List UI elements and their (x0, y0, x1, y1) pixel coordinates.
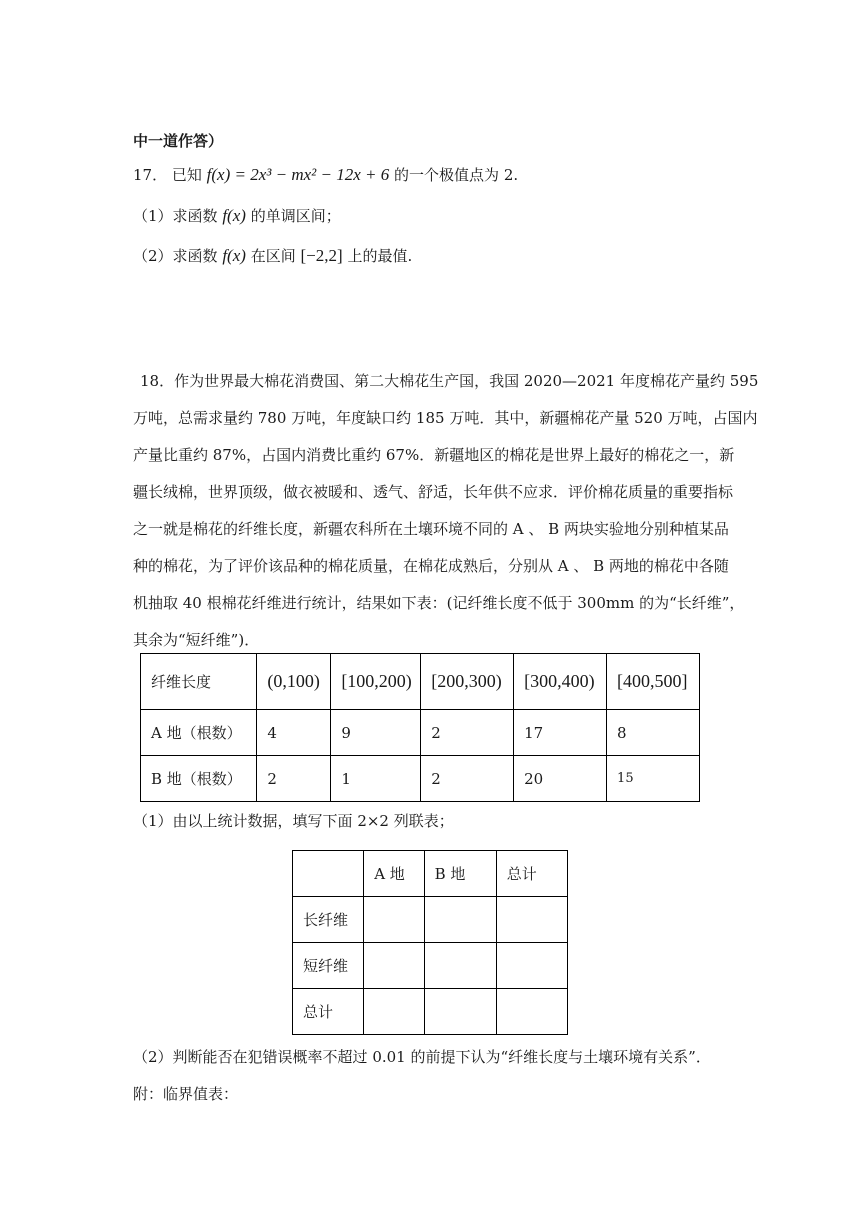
fiber-row-a-v2: 9 (331, 710, 421, 756)
fiber-table-header-row (141, 654, 700, 710)
q18-appendix: 附：临界值表： (133, 1085, 239, 1103)
fiber-row-b-v4: 20 (514, 756, 607, 802)
contingency-row-total-label: 总计 (293, 989, 364, 1035)
q17-part2-mid: 在区间 (250, 247, 296, 265)
contingency-cell (424, 897, 496, 943)
fiber-table-row-a (141, 710, 700, 756)
contingency-corner (293, 851, 364, 897)
q17-part1 (133, 205, 341, 226)
fiber-interval-2: [100,200) (331, 654, 421, 710)
contingency-cell (496, 943, 567, 989)
q18-line-7: 机抽取 40 根棉花纤维进行统计，结果如下表：(记纤维长度不低于 300mm 的为“长纤维”， (133, 594, 745, 612)
q18-line-3: 产量比重约 87%，占国内消费比重约 67%．新疆地区的棉花是世界上最好的棉花之一，新 (133, 446, 735, 464)
q17-part1-pre: （1）求函数 (133, 207, 218, 225)
fiber-interval-3: [200,300) (421, 654, 514, 710)
contingency-cell (424, 989, 496, 1035)
contingency-row-short (293, 943, 568, 989)
q17-stem (133, 164, 518, 185)
fiber-row-b-v5: 15 (607, 756, 700, 802)
contingency-row-short-label: 短纤维 (293, 943, 364, 989)
fiber-table-row-b (141, 756, 700, 802)
q17-part2-fx: f(x) (222, 246, 246, 265)
q17-part2-pre: （2）求函数 (133, 247, 218, 265)
q18-line-1: 18．作为世界最大棉花消费国、第二大棉花生产国，我国 2020—2021 年度棉花产量约 595 (140, 372, 759, 390)
contingency-cell (496, 897, 567, 943)
q18-line-8: 其余为“短纤维”)． (133, 631, 260, 649)
contingency-header-total: 总计 (496, 851, 567, 897)
q17-part1-fx: f(x) (222, 206, 246, 225)
contingency-cell (424, 943, 496, 989)
fiber-row-a-v3: 2 (421, 710, 514, 756)
fiber-row-b-v2: 1 (331, 756, 421, 802)
q17-part2-post: 上的最值. (347, 247, 413, 265)
q18-line-5: 之一就是棉花的纤维长度，新疆农科所在土壤环境不同的 A 、 B 两块实验地分别种植某品 (133, 520, 729, 538)
fiber-row-a-v5: 8 (607, 710, 700, 756)
q18-line-4: 疆长绒棉，世界顶级，做衣被暖和、透气、舒适，长年供不应求．评价棉花质量的重要指标 (133, 483, 734, 501)
fiber-interval-4: [300,400) (514, 654, 607, 710)
fiber-table-header-label: 纤维长度 (141, 654, 257, 710)
fiber-row-b-v1: 2 (257, 756, 331, 802)
contingency-cell (364, 989, 424, 1035)
contingency-cell (496, 989, 567, 1035)
fiber-row-a-v4: 17 (514, 710, 607, 756)
fiber-interval-5: [400,500] (607, 654, 700, 710)
q17-intro-pre: 已知 (171, 166, 202, 184)
q18-part2: （2）判断能否在犯错误概率不超过 0.01 的前提下认为“纤维长度与土壤环境有关系”． (133, 1048, 711, 1066)
q17-intro-post: 的一个极值点为 2. (394, 166, 519, 184)
fiber-interval-1: (0,100) (257, 654, 331, 710)
contingency-row-long (293, 897, 568, 943)
q17-formula: f(x) = 2x³ − mx² − 12x + 6 (206, 165, 390, 184)
fiber-row-b-v3: 2 (421, 756, 514, 802)
q18-line-6: 种的棉花，为了评价该品种的棉花质量，在棉花成熟后，分别从 A 、 B 两地的棉花中各随 (133, 557, 729, 575)
header-fragment: 中一道作答） (133, 132, 224, 150)
contingency-row-total (293, 989, 568, 1035)
contingency-cell (364, 897, 424, 943)
contingency-header-b: B 地 (424, 851, 496, 897)
fiber-row-b-label: B 地（根数） (141, 756, 257, 802)
contingency-row-long-label: 长纤维 (293, 897, 364, 943)
q17-number: 17． (133, 166, 168, 184)
q18-part1: （1）由以上统计数据，填写下面 2×2 列联表； (133, 812, 454, 830)
contingency-header-a: A 地 (364, 851, 424, 897)
fiber-row-a-v1: 4 (257, 710, 331, 756)
fiber-length-table (140, 653, 700, 802)
contingency-header-row (293, 851, 568, 897)
q18-line-2: 万吨，总需求量约 780 万吨，年度缺口约 185 万吨．其中，新疆棉花产量 520 万吨，占国内 (133, 409, 758, 427)
q17-part2-interval: [−2,2] (300, 246, 343, 265)
fiber-row-a-label: A 地（根数） (141, 710, 257, 756)
contingency-cell (364, 943, 424, 989)
q17-part2 (133, 245, 412, 266)
q17-part1-post: 的单调区间； (250, 207, 341, 225)
contingency-table (292, 850, 568, 1035)
